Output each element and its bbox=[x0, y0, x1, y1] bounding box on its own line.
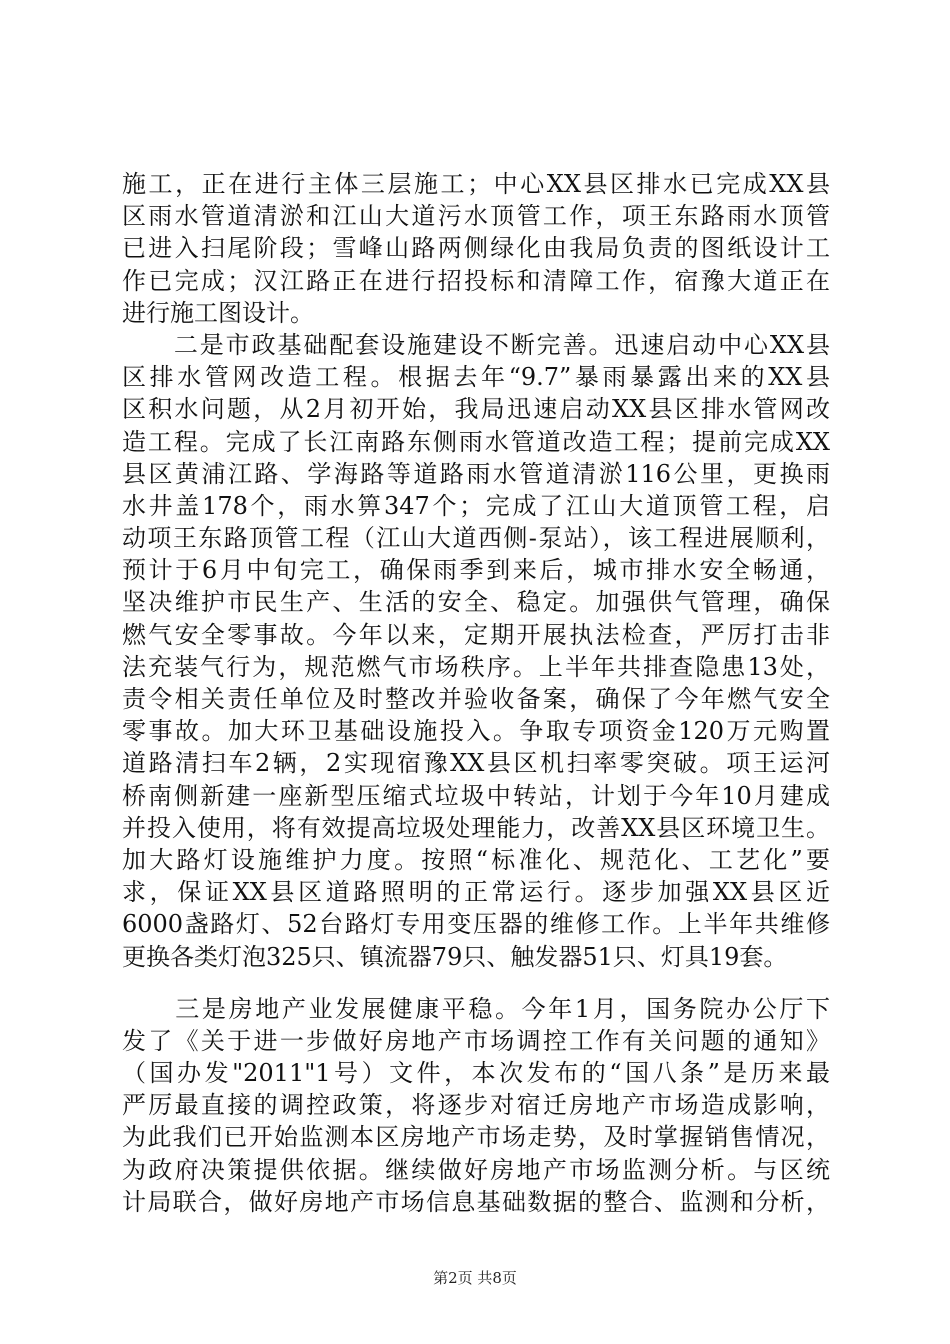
text-line: 动项王东路顶管工程（江山大道西侧-泵站），该工程进展顺利， bbox=[122, 524, 830, 553]
text-line: 造工程。完成了长江南路东侧雨水管道改造工程；提前完成XX bbox=[122, 427, 830, 456]
text-line: 法充装气行为，规范燃气市场秩序。上半年共排查隐患13处， bbox=[122, 652, 830, 681]
text-line: 为此我们已开始监测本区房地产市场走势，及时掌握销售情况， bbox=[122, 1123, 830, 1152]
document-body bbox=[122, 168, 830, 1218]
text-line: 6000盏路灯、52台路灯专用变压器的维修工作。上半年共维修 bbox=[122, 910, 830, 939]
text-line: 严厉最直接的调控政策，将逐步对宿迁房地产市场造成影响， bbox=[122, 1091, 830, 1120]
text-line: （国办发"2011"1号）文件，本次发布的“国八条”是历来最 bbox=[122, 1059, 830, 1088]
text-line: 三是房地产业发展健康平稳。今年1月，国务院办公厅下 bbox=[122, 994, 830, 1023]
text-line: 道路清扫车2辆，2实现宿豫XX县区机扫率零突破。项王运河 bbox=[122, 749, 830, 778]
text-line: 为政府决策提供依据。继续做好房地产市场监测分析。与区统 bbox=[122, 1155, 830, 1184]
text-line: 二是市政基础配套设施建设不断完善。迅速启动中心XX县 bbox=[122, 330, 830, 359]
page-number-footer: 第2页 共8页 bbox=[433, 1269, 517, 1287]
text-line: 坚决维护市民生产、生活的安全、稳定。加强供气管理，确保 bbox=[122, 588, 830, 617]
text-line: 县区黄浦江路、学海路等道路雨水管道清淤116公里，更换雨 bbox=[122, 459, 830, 488]
text-line: 燃气安全零事故。今年以来，定期开展执法检查，严厉打击非 bbox=[122, 620, 830, 649]
text-line: 求，保证XX县区道路照明的正常运行。逐步加强XX县区近 bbox=[122, 878, 830, 907]
text-line: 区排水管网改造工程。根据去年“9.7”暴雨暴露出来的XX县 bbox=[122, 363, 830, 392]
text-line: 区积水问题，从2月初开始，我局迅速启动XX县区排水管网改 bbox=[122, 395, 830, 424]
text-line: 施工，正在进行主体三层施工；中心XX县区排水已完成XX县 bbox=[122, 170, 830, 198]
paragraph-construction-progress bbox=[122, 168, 830, 329]
text-line: 更换各类灯泡325只、镇流器79只、触发器51只、灯具19套。 bbox=[122, 942, 788, 971]
text-line: 桥南侧新建一座新型压缩式垃圾中转站，计划于今年10月建成 bbox=[122, 781, 830, 810]
text-line: 作已完成；汉江路正在进行招投标和清障工作，宿豫大道正在 bbox=[122, 266, 830, 295]
text-line: 进行施工图设计。 bbox=[122, 298, 314, 327]
paragraph-real-estate bbox=[122, 993, 830, 1218]
text-line: 并投入使用，将有效提高垃圾处理能力，改善XX县区环境卫生。 bbox=[122, 813, 830, 842]
text-line: 加大路灯设施维护力度。按照“标准化、规范化、工艺化”要 bbox=[122, 845, 830, 874]
paragraph-gap bbox=[122, 973, 830, 993]
text-line: 发了《关于进一步做好房地产市场调控工作有关问题的通知》 bbox=[122, 1026, 830, 1055]
text-line: 计局联合，做好房地产市场信息基础数据的整合、监测和分析， bbox=[122, 1187, 830, 1216]
text-line: 区雨水管道清淤和江山大道污水顶管工作，项王东路雨水顶管 bbox=[122, 202, 830, 231]
paragraph-municipal-infrastructure bbox=[122, 329, 830, 973]
text-line: 预计于6月中旬完工，确保雨季到来后，城市排水安全畅通， bbox=[122, 556, 830, 585]
text-line: 已进入扫尾阶段；雪峰山路两侧绿化由我局负责的图纸设计工 bbox=[122, 234, 830, 263]
text-line: 水井盖178个，雨水箅347个；完成了江山大道顶管工程，启 bbox=[122, 491, 830, 520]
text-line: 零事故。加大环卫基础设施投入。争取专项资金120万元购置 bbox=[122, 717, 830, 746]
text-line: 责令相关责任单位及时整改并验收备案，确保了今年燃气安全 bbox=[122, 685, 830, 713]
